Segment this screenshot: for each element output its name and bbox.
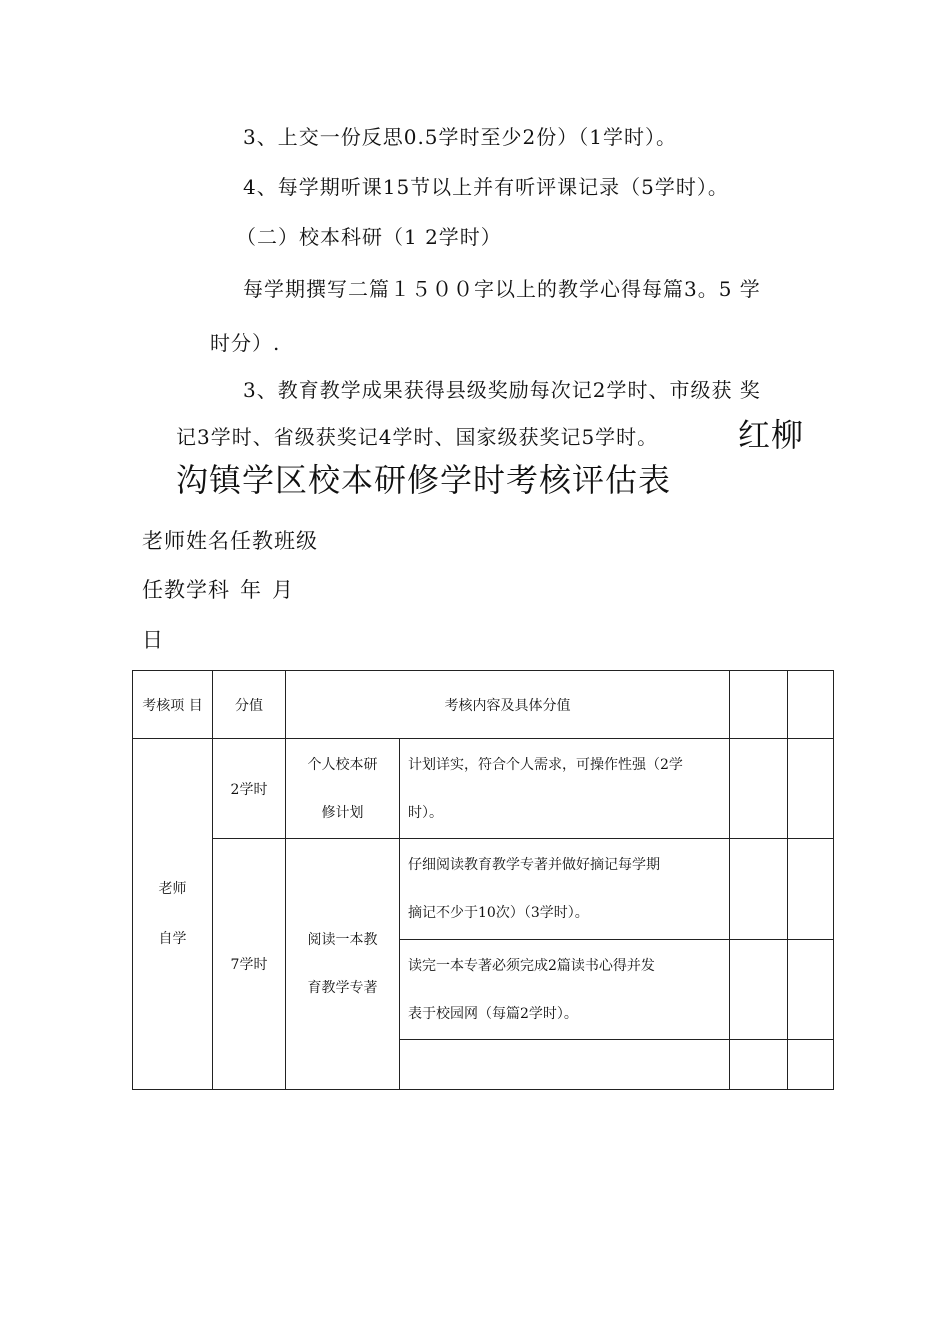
row2-desc-b-line2: 表于校园网（每篇2学时）。 (408, 1005, 578, 1022)
row2-score: 7学时 (213, 839, 286, 1090)
day-label: 日 (142, 628, 164, 652)
row1-desc-line2: 时）。 (408, 804, 443, 821)
month-label: 月 (272, 578, 294, 602)
row1-item (286, 739, 400, 839)
row1-desc (400, 739, 730, 839)
paragraph-awards-cont: 记3学时、省级获奖记4学时、国家级获奖记5学时。 (176, 425, 659, 449)
page-title-part1: 红柳 (738, 416, 805, 454)
year-label: 年 (240, 578, 262, 602)
row1-item-line1: 个人校本研 (307, 756, 378, 773)
row3-blank-1 (730, 940, 788, 1040)
header-blank-2 (788, 671, 834, 739)
group-self-study (133, 739, 213, 1090)
row1-desc-line1: 计划详实，符合个人需求，可操作性强（2学 (408, 756, 683, 773)
paragraph-teaching-essay-cont: 时分）. (210, 331, 281, 355)
assessment-table (132, 670, 834, 1090)
teacher-name-label: 老师姓名 (142, 529, 230, 553)
row1-score: 2学时 (213, 739, 286, 839)
row1-blank-2 (788, 739, 834, 839)
row2-blank-1 (730, 839, 788, 940)
paragraph-teaching-essay: 每学期撰写二篇１５００字以上的教学心得每篇3。5 学 (243, 277, 761, 301)
row2-desc-a-line1: 仔细阅读教育教学专著并做好摘记每学期 (408, 857, 660, 873)
table-row (133, 739, 834, 839)
row1-item-line2: 修计划 (321, 804, 364, 821)
row2-desc-a-line2: 摘记不少于10次）（3学时）。 (408, 905, 589, 921)
subject-label: 任教学科 (142, 578, 230, 602)
class-label: 任教班级 (230, 529, 318, 553)
row2-desc-a (400, 839, 730, 940)
table-row (133, 839, 834, 940)
header-blank-1 (730, 671, 788, 739)
row2-desc-b-line1: 读完一本专著必须完成2篇读书心得并发 (408, 957, 655, 974)
group-label-line2: 自学 (158, 931, 187, 947)
header-score: 分值 (213, 671, 286, 739)
form-day-line (142, 624, 174, 654)
header-content: 考核内容及具体分值 (286, 671, 730, 739)
form-teacher-line (142, 525, 328, 555)
row3-blank-2 (788, 940, 834, 1040)
row2-desc-b (400, 940, 730, 1040)
row2-item-line2: 育教学专著 (307, 980, 378, 996)
section-heading-research: （二）校本科研（1 2学时） (236, 225, 502, 249)
group-label-line1: 老师 (158, 881, 187, 897)
row2-item-line1: 阅读一本教 (307, 932, 378, 948)
row4-blank-1 (730, 1040, 788, 1090)
row1-blank-1 (730, 739, 788, 839)
paragraph-reflection: 3、上交一份反思0.5学时至少2份）（1学时）。 (243, 125, 677, 149)
paragraph-awards: 3、教育教学成果获得县级奖励每次记2学时、市级获 奖 (243, 378, 761, 402)
row4-blank-2 (788, 1040, 834, 1090)
header-item: 考核项 目 (133, 671, 213, 739)
row2-item (286, 839, 400, 1090)
row2-blank-2 (788, 839, 834, 940)
form-subject-line (142, 574, 304, 604)
table-header-row (133, 671, 834, 739)
page-title-part2: 沟镇学区校本研修学时考核评估表 (176, 461, 672, 499)
row4-blank-desc (400, 1040, 730, 1090)
paragraph-lesson-observation: 4、每学期听课15节以上并有听评课记录（5学时）。 (243, 175, 729, 199)
